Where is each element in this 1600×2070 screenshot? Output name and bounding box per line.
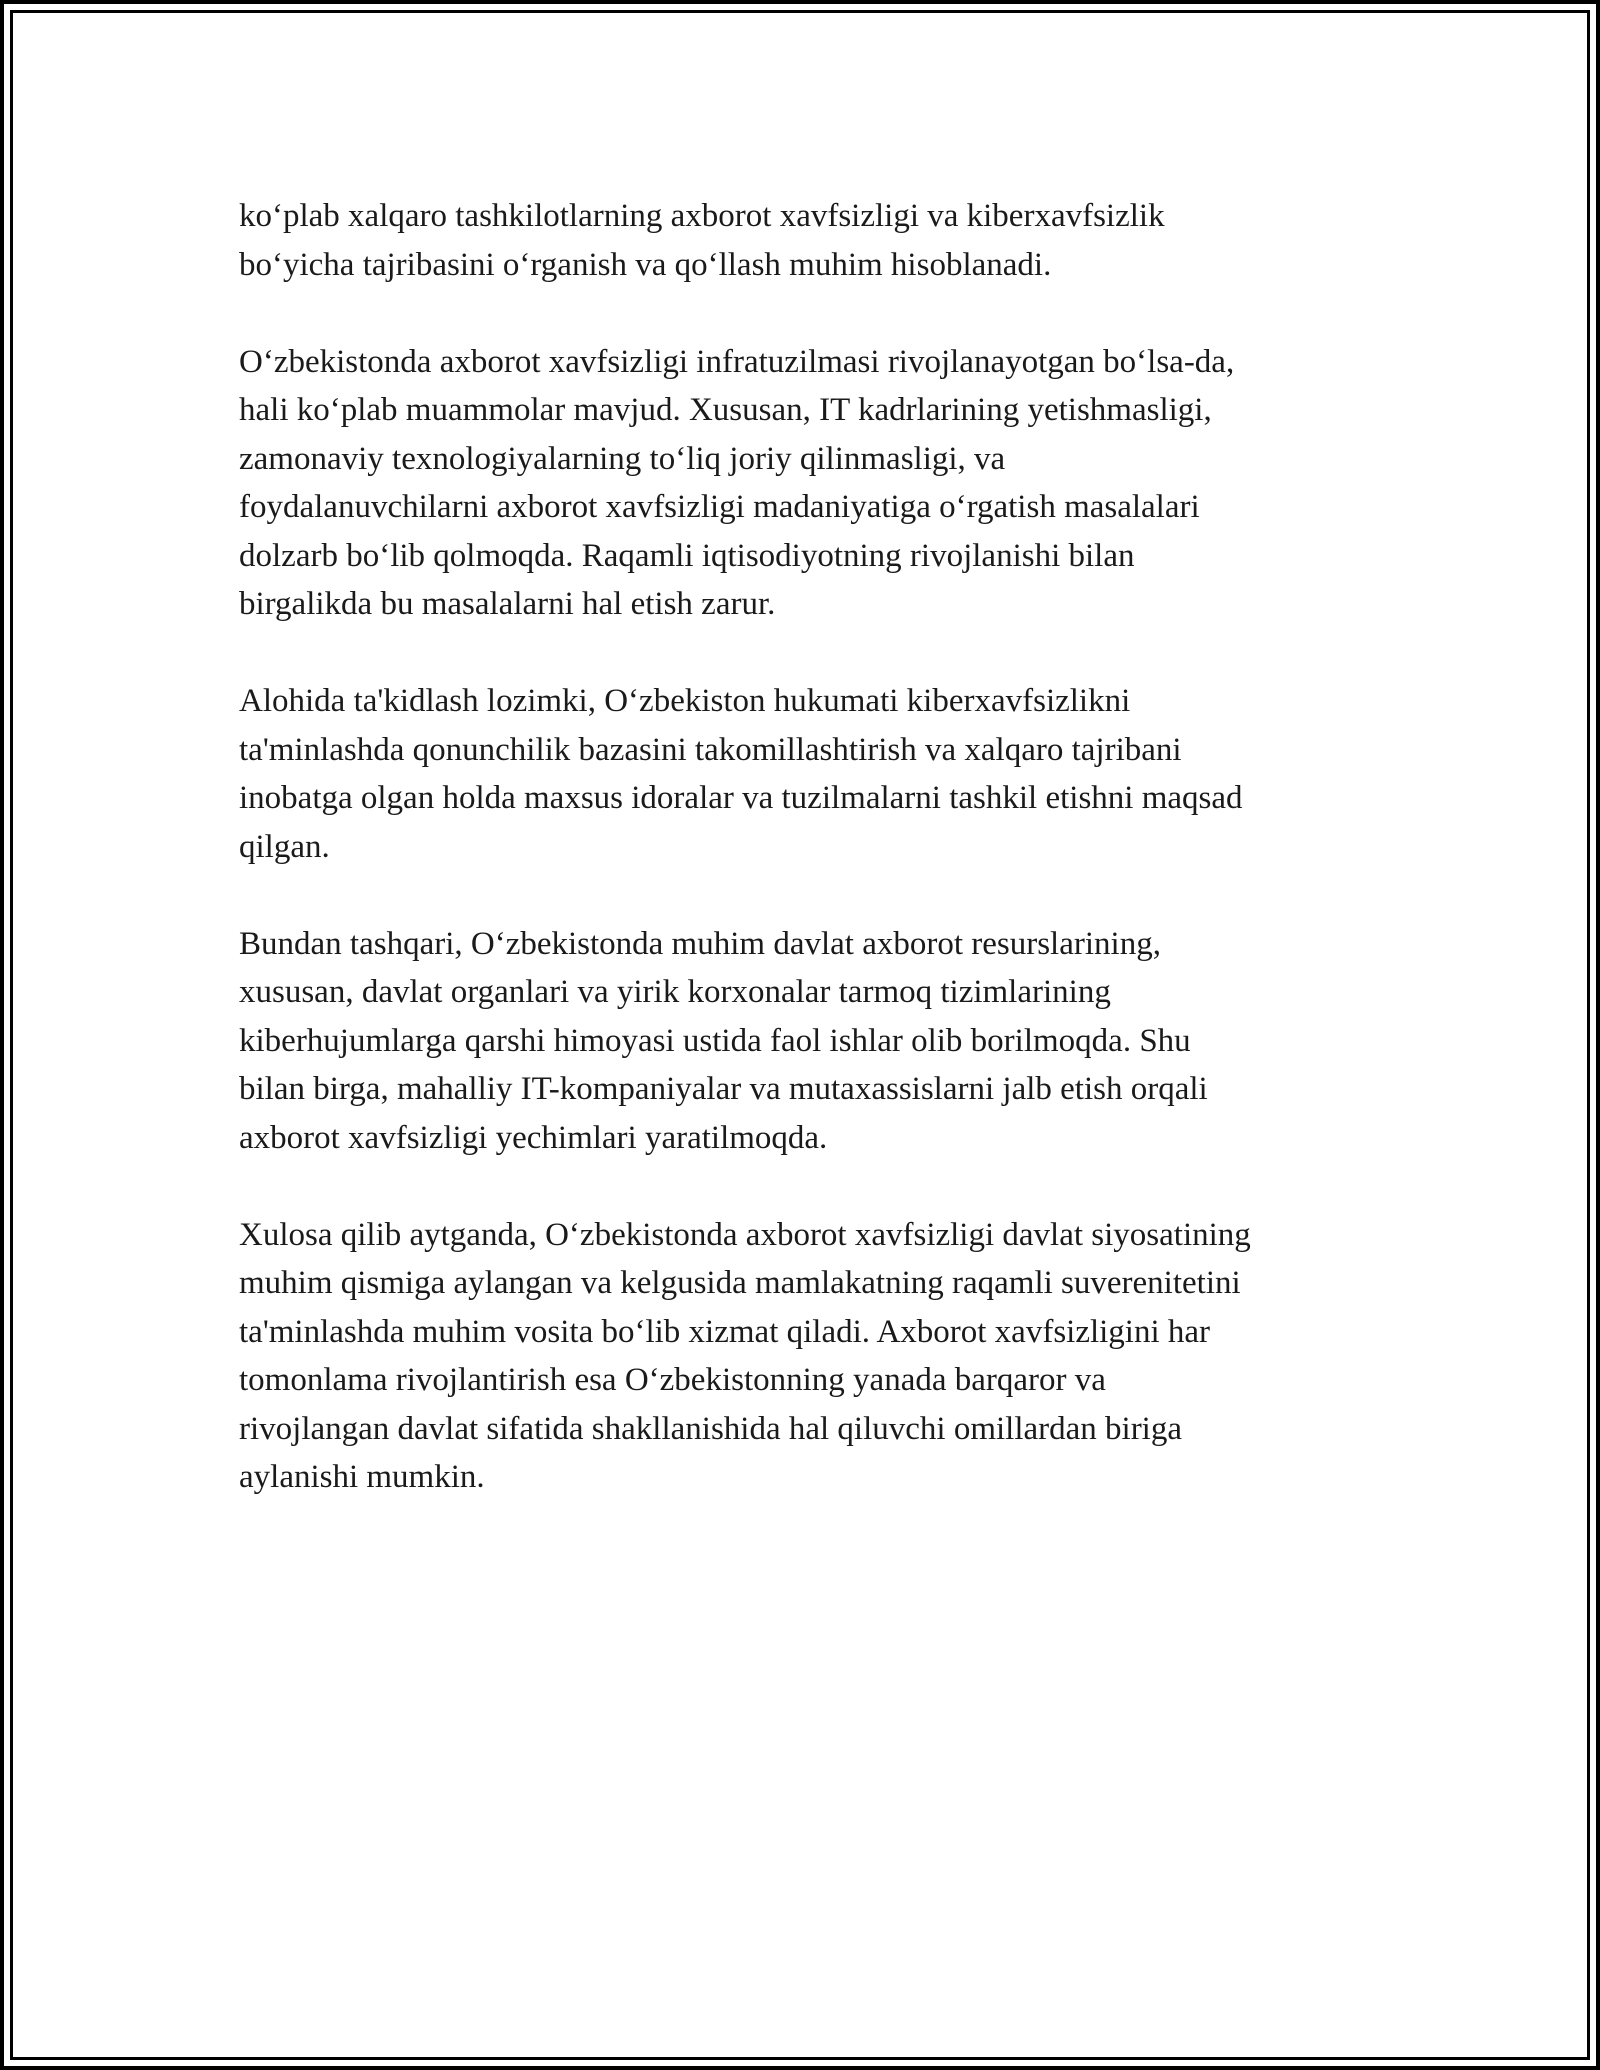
paragraph-line: Bundan tashqari, O‘zbekistonda muhim davlat axborot resurslarining, <box>239 925 1161 962</box>
paragraph-line: tomonlama rivojlantirish esa O‘zbekistonning yanada barqaror va <box>239 1362 1106 1398</box>
paragraph-line: ta'minlashda muhim vosita bo‘lib xizmat qiladi. Axborot xavfsizligini har <box>239 1313 1211 1350</box>
paragraph-line: bo‘yicha tajribasini o‘rganish va qo‘llash muhim hisoblanadi. <box>239 246 1052 283</box>
paragraph-line: hali ko‘plab muammolar mavjud. Xususan, IT kadrlarining yetishmasligi, <box>239 392 1212 428</box>
paragraph-line: inobatga olgan holda maxsus idoralar va tuzilmalarni tashkil etishni maqsad <box>239 780 1243 816</box>
paragraph-4 <box>239 920 1379 1163</box>
paragraph-line: Alohida ta'kidlash lozimki, O‘zbekiston hukumati kiberxavfsizlikni <box>239 683 1131 719</box>
paragraph-line: Xulosa qilib aytganda, O‘zbekistonda axborot xavfsizligi davlat siyosatining <box>239 1216 1251 1253</box>
paragraph-line: bilan birga, mahalliy IT-kompaniyalar va mutaxassislarni jalb etish orqali <box>239 1071 1208 1107</box>
paragraph-line: muhim qismiga aylangan va kelgusida mamlakatning raqamli suverenitetini <box>239 1265 1241 1301</box>
paragraph-line: axborot xavfsizligi yechimlari yaratilmoqda. <box>239 1119 828 1156</box>
paragraph-line: kiberhujumlarga qarshi himoyasi ustida faol ishlar olib borilmoqda. Shu <box>239 1022 1191 1059</box>
paragraph-line: birgalikda bu masalalarni hal etish zarur. <box>239 586 776 622</box>
paragraph-line: aylanishi mumkin. <box>239 1459 485 1495</box>
paragraph-3 <box>239 677 1379 871</box>
paragraph-2 <box>239 338 1379 629</box>
paragraph-line: rivojlangan davlat sifatida shakllanishida hal qiluvchi omillardan biriga <box>239 1410 1182 1447</box>
paragraph-5 <box>239 1211 1379 1502</box>
paragraph-line: dolzarb bo‘lib qolmoqda. Raqamli iqtisodiyotning rivojlanishi bilan <box>239 537 1135 574</box>
paragraph-line: foydalanuvchilarni axborot xavfsizligi madaniyatiga o‘rgatish masalalari <box>239 489 1200 525</box>
paragraph-line: O‘zbekistonda axborot xavfsizligi infratuzilmasi rivojlanayotgan bo‘lsa-da, <box>239 343 1235 380</box>
paragraph-line: zamonaviy texnologiyalarning to‘liq joriy qilinmasligi, va <box>239 440 1006 477</box>
document-body <box>239 192 1379 1550</box>
paragraph-line: ta'minlashda qonunchilik bazasini takomillashtirish va xalqaro tajribani <box>239 731 1182 768</box>
paragraph-line: ko‘plab xalqaro tashkilotlarning axborot xavfsizligi va kiberxavfsizlik <box>239 198 1165 234</box>
paragraph-line: qilgan. <box>239 828 330 865</box>
paragraph-1 <box>239 192 1379 289</box>
paragraph-line: xususan, davlat organlari va yirik korxonalar tarmoq tizimlarining <box>239 974 1111 1010</box>
